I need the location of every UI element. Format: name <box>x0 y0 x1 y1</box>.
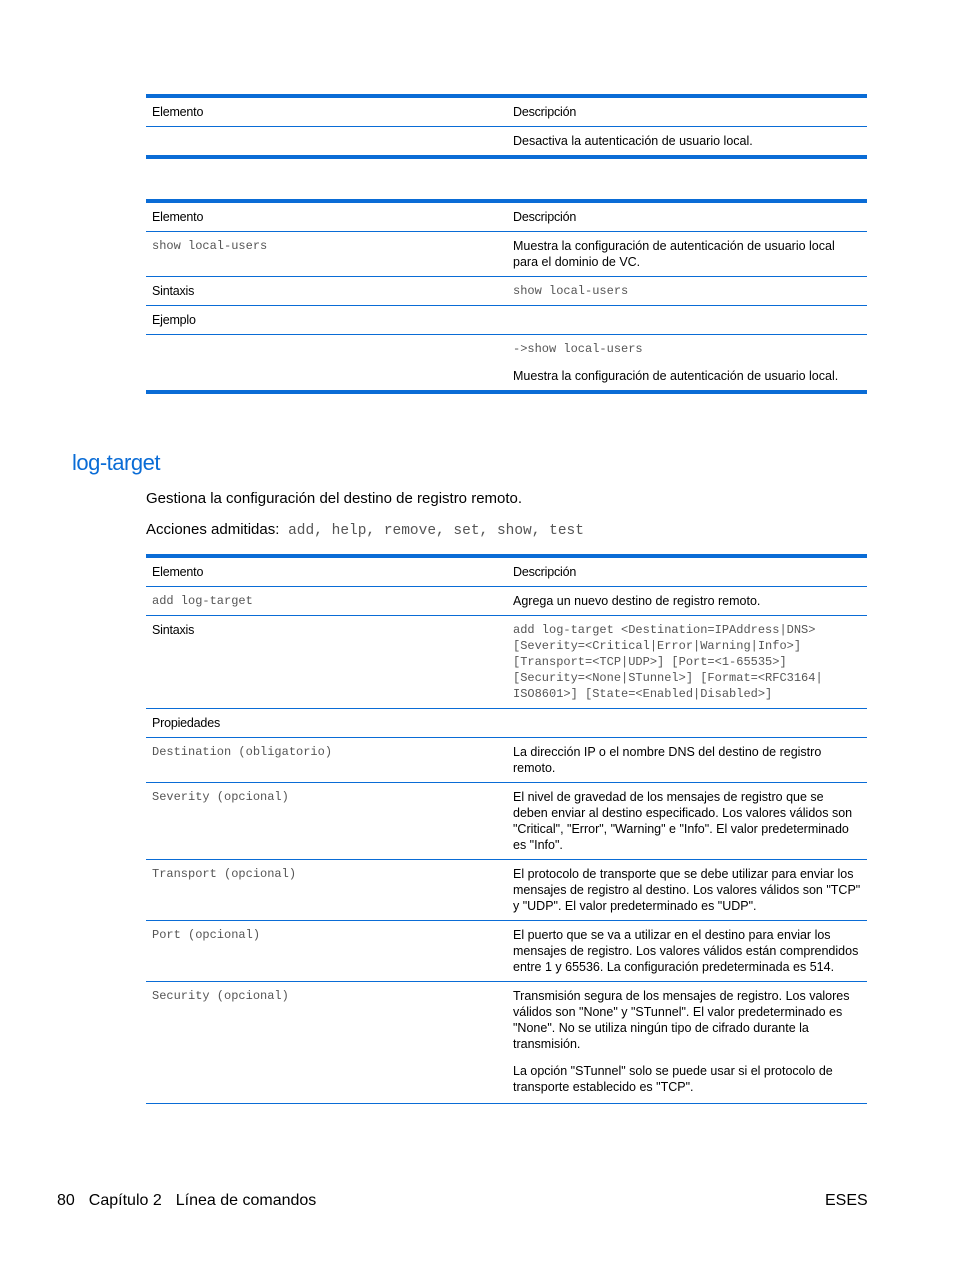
table-row <box>146 306 867 335</box>
syntax-label: Sintaxis <box>146 277 507 306</box>
property-name: Severity (opcional) <box>146 783 507 860</box>
header-elemento: Elemento <box>146 96 507 127</box>
property-description: El puerto que se va a utilizar en el destino para enviar los mensajes de registro. Los valores válidos están comprendidos entre 1 y 65536. La configuración predeterminada es 514. <box>507 921 867 982</box>
table-row <box>146 277 867 306</box>
supported-actions <box>146 521 584 539</box>
table-header-row <box>146 201 867 232</box>
empty-cell <box>146 335 507 393</box>
syntax-line: add log-target <Destination=IPAddress|DNS> <box>513 623 816 637</box>
property-note: La opción "STunnel" solo se puede usar si el protocolo de transporte establecido es "TCP". <box>513 1064 833 1094</box>
property-name: Security (opcional) <box>146 982 507 1104</box>
header-elemento: Elemento <box>146 556 507 587</box>
actions-list: add, help, remove, set, show, test <box>279 523 584 539</box>
syntax-cell: show local-users <box>507 277 867 306</box>
section-title: log-target <box>72 450 160 475</box>
property-row <box>146 738 867 783</box>
header-descripcion: Descripción <box>507 96 867 127</box>
header-descripcion: Descripción <box>507 201 867 232</box>
actions-separator: : <box>275 521 280 538</box>
header-descripcion: Descripción <box>507 556 867 587</box>
table-row <box>146 616 867 709</box>
syntax-label: Sintaxis <box>146 616 507 709</box>
description-cell: Desactiva la autenticación de usuario local. <box>507 127 867 158</box>
syntax-cell <box>507 616 867 709</box>
page-footer <box>57 1192 316 1210</box>
example-command: ->show local-users <box>513 342 643 356</box>
property-description: Transmisión segura de los mensajes de registro. Los valores válidos son "None" y "STunnel". El valor predeterminado es "None". No se utiliza ningún tipo de cifrado durante la transmisión. <box>513 989 850 1051</box>
empty-cell <box>507 306 867 335</box>
page-number: 80 <box>57 1192 75 1209</box>
element-cell <box>146 127 507 158</box>
syntax-line: [Severity=<Critical|Error|Warning|Info>] <box>513 639 802 653</box>
table-log-target <box>146 554 867 1104</box>
table-row <box>146 709 867 738</box>
property-name: Transport (opcional) <box>146 860 507 921</box>
properties-label: Propiedades <box>146 709 507 738</box>
example-label: Ejemplo <box>146 306 507 335</box>
example-cell <box>507 335 867 393</box>
property-row <box>146 982 867 1104</box>
property-name: Destination (obligatorio) <box>146 738 507 783</box>
property-name: Port (opcional) <box>146 921 507 982</box>
property-description-cell <box>507 982 867 1104</box>
chapter-label: Capítulo 2 <box>88 1192 162 1209</box>
syntax-line: [Transport=<TCP|UDP>] [Port=<1-65535>] <box>513 655 787 669</box>
section-intro: Gestiona la configuración del destino de registro remoto. <box>146 490 523 507</box>
table-row <box>146 587 867 616</box>
table-row <box>146 127 867 158</box>
syntax-line: ISO8601>] [State=<Enabled|Disabled>] <box>513 687 773 701</box>
command-cell: show local-users <box>146 232 507 277</box>
example-description: Muestra la configuración de autenticación de usuario local. <box>513 369 839 383</box>
command-description: Muestra la configuración de autenticación de usuario local para el dominio de VC. <box>507 232 867 277</box>
property-description: El protocolo de transporte que se debe utilizar para enviar los mensajes de registro al destino. Los valores válidos son "TCP" y "UDP". El valor predeterminado es "UDP". <box>507 860 867 921</box>
property-row <box>146 783 867 860</box>
chapter-title: Línea de comandos <box>175 1192 317 1209</box>
property-description: La dirección IP o el nombre DNS del destino de registro remoto. <box>507 738 867 783</box>
table-row <box>146 335 867 393</box>
language-code: ESES <box>825 1192 868 1209</box>
property-row <box>146 921 867 982</box>
property-description: El nivel de gravedad de los mensajes de registro que se deben enviar al destino especificado. Los valores válidos son "Critical", "Error", "Warning" e "Info". El valor predeterminado es "Info". <box>507 783 867 860</box>
table-header-row <box>146 96 867 127</box>
table-show-local-users <box>146 199 867 394</box>
command-description: Agrega un nuevo destino de registro remoto. <box>507 587 867 616</box>
property-row <box>146 860 867 921</box>
actions-label: Acciones admitidas <box>146 521 276 538</box>
table-row <box>146 232 867 277</box>
table-header-row <box>146 556 867 587</box>
table-continued <box>146 94 867 159</box>
header-elemento: Elemento <box>146 201 507 232</box>
empty-cell <box>507 709 867 738</box>
syntax-line: [Security=<None|STunnel>] [Format=<RFC3164| <box>513 671 823 685</box>
command-cell: add log-target <box>146 587 507 616</box>
